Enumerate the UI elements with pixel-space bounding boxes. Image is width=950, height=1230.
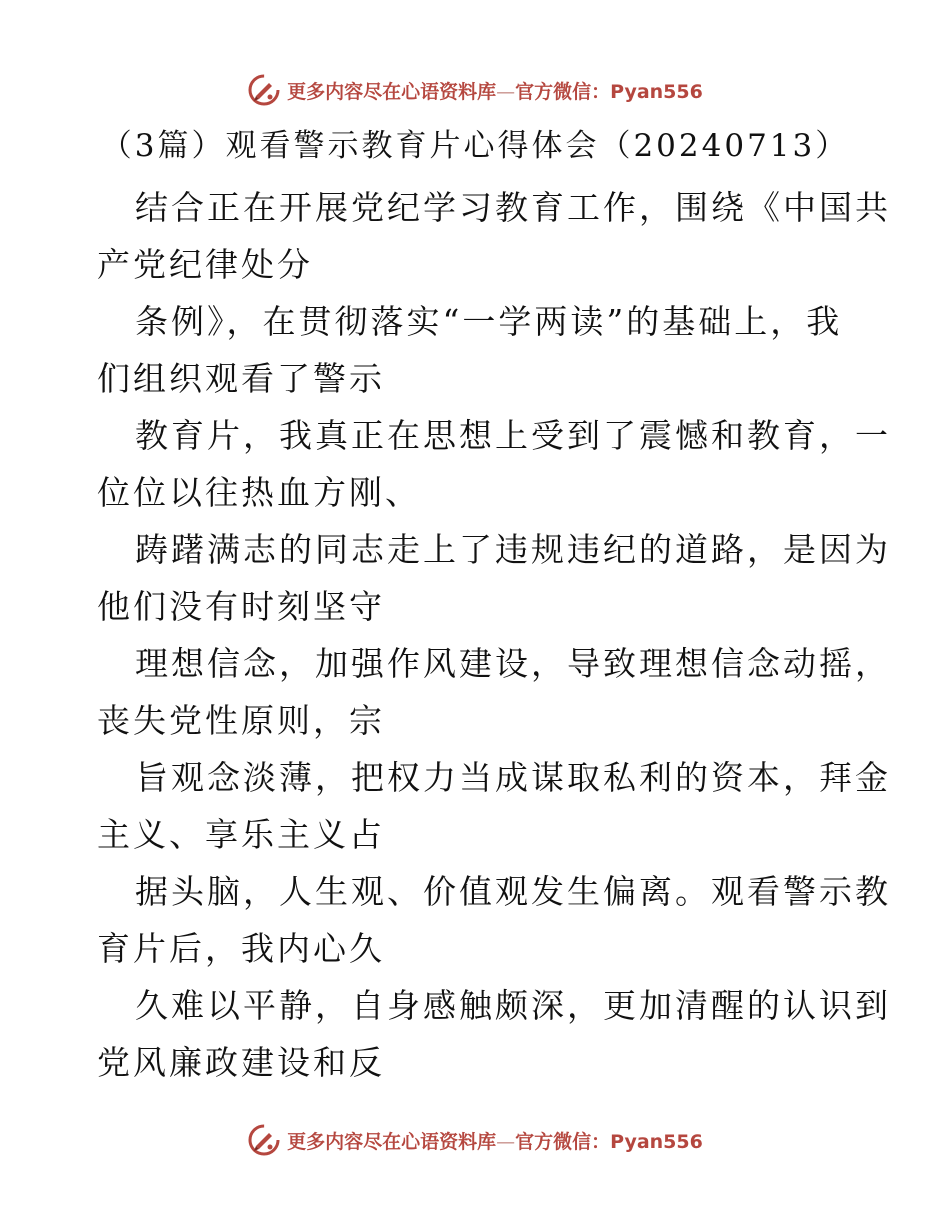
- footer-banner: [0, 1120, 950, 1160]
- body-line: 主义、享乐主义占: [97, 815, 385, 854]
- banner-contact-label: 官方微信：: [515, 80, 611, 103]
- pen-swirl-logo-icon: [247, 73, 281, 107]
- pen-swirl-logo-icon: [247, 1123, 281, 1157]
- banner-brand: 更多内容尽在心语资料库: [287, 80, 497, 103]
- banner-brand: 更多内容尽在心语资料库: [287, 1130, 497, 1153]
- body-line: 教育片，我真正在思想上受到了震憾和教育，一: [135, 416, 891, 455]
- body-line: 丧失党性原则，宗: [97, 701, 385, 740]
- body-line: 理想信念，加强作风建设，导致理想信念动摇，: [135, 644, 891, 683]
- body-line: 踌躇满志的同志走上了违规违纪的道路，是因为: [135, 530, 891, 569]
- header-banner: [0, 70, 950, 110]
- body-line: 产党纪律处分: [97, 245, 313, 284]
- banner-separator: —: [496, 80, 516, 103]
- document-title: （3篇）观看警示教育片心得体会（20240713）: [100, 128, 850, 164]
- banner-contact-label: 官方微信：: [515, 1130, 611, 1153]
- body-line: 们组织观看了警示: [97, 359, 385, 398]
- body-line: 位位以往热血方刚、: [97, 473, 421, 512]
- body-line: 久难以平静，自身感触颇深，更加清醒的认识到: [135, 986, 891, 1025]
- body-line: 条例》，在贯彻落实“一学两读”的基础上，我: [135, 302, 843, 341]
- body-line: 党风廉政建设和反: [97, 1043, 385, 1082]
- body-line: 育片后，我内心久: [97, 929, 385, 968]
- banner-separator: —: [496, 1130, 516, 1153]
- body-line: 他们没有时刻坚守: [97, 587, 385, 626]
- body-line: 结合正在开展党纪学习教育工作，围绕《中国共: [135, 188, 891, 227]
- body-line: 旨观念淡薄，把权力当成谋取私利的资本，拜金: [135, 758, 891, 797]
- banner-contact-id: Pyan556: [610, 80, 703, 103]
- body-line: 据头脑，人生观、价值观发生偏离。观看警示教: [135, 872, 891, 911]
- banner-contact-id: Pyan556: [610, 1130, 703, 1153]
